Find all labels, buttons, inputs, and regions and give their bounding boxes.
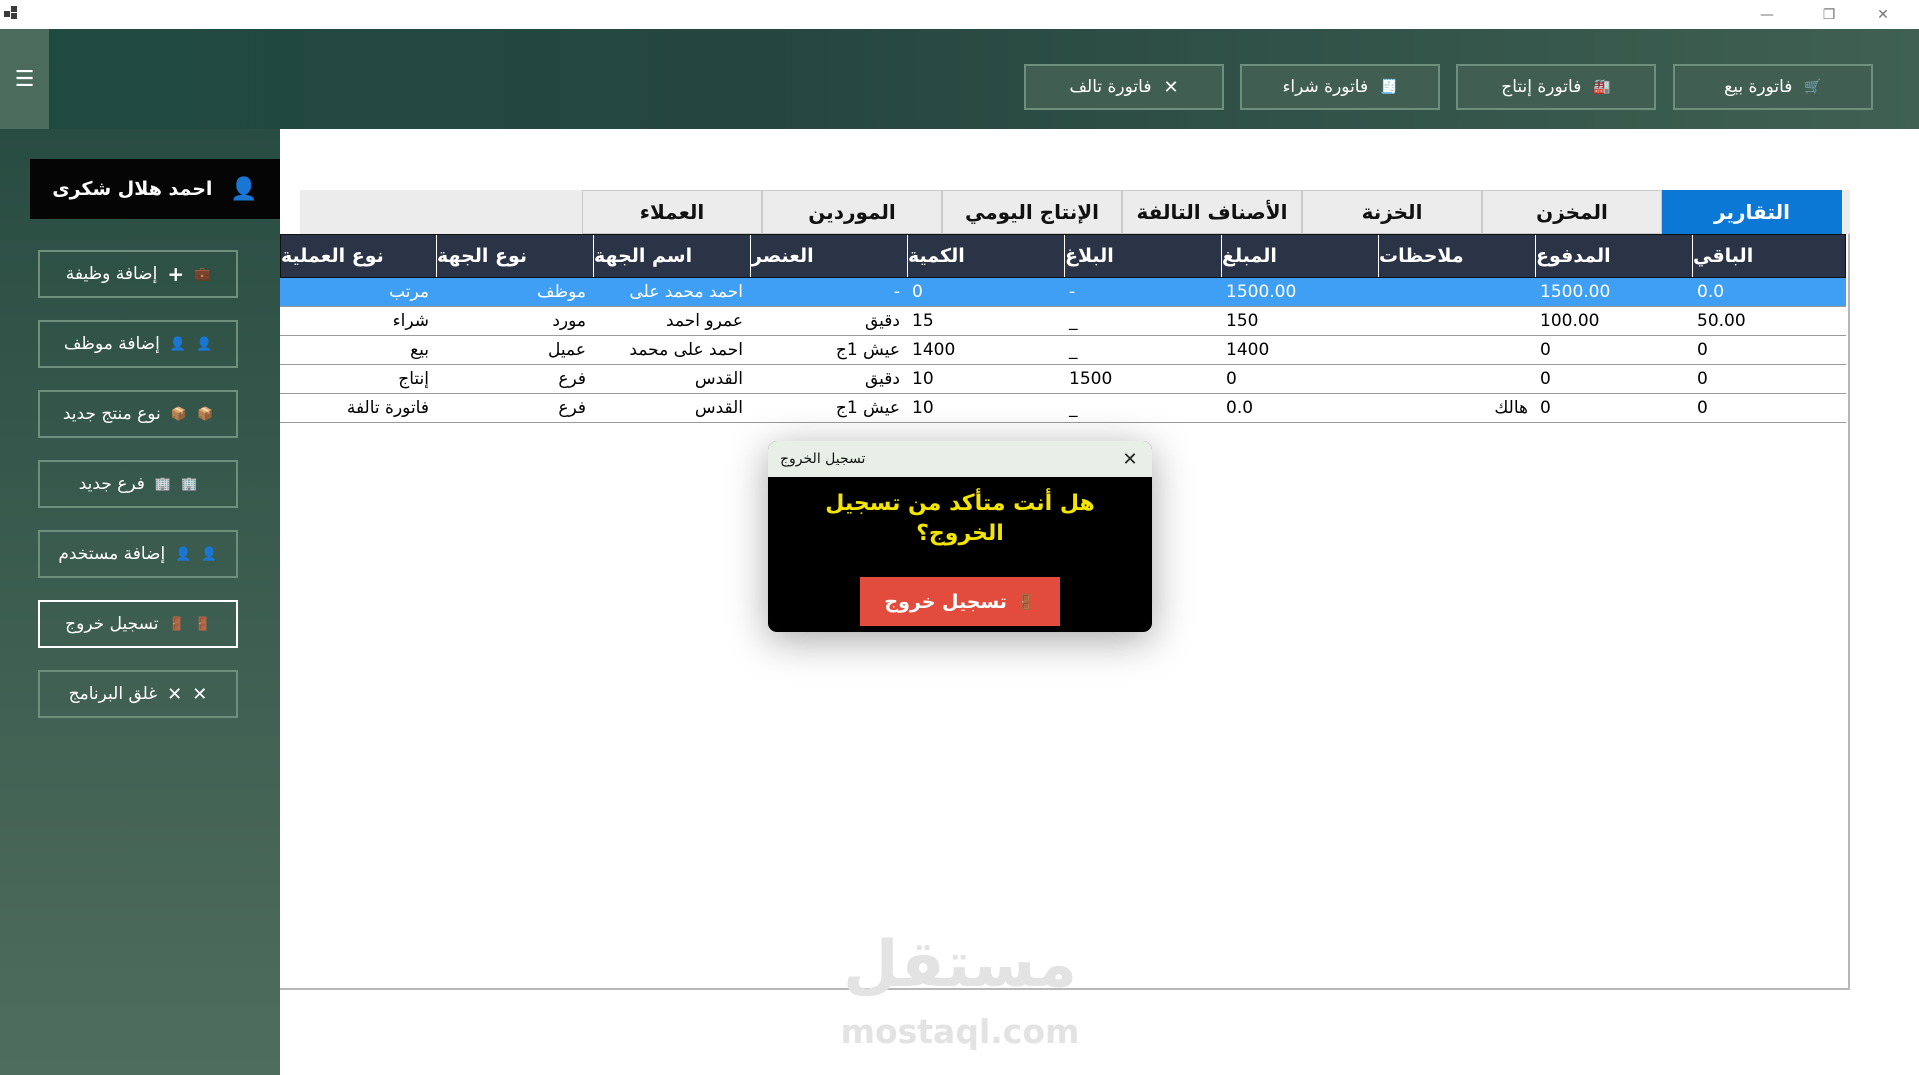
confirm-logout-button[interactable]: [860, 577, 1060, 626]
tab-damaged-items[interactable]: الأصناف التالفة: [1122, 190, 1302, 234]
door-icon: 🚪: [1016, 592, 1036, 611]
table-cell: فاتورة تالفة: [346, 398, 429, 418]
table-cell: 0: [1697, 369, 1708, 389]
table-cell: 1400: [912, 340, 956, 360]
table-cell: 0: [1226, 369, 1237, 389]
table-cell: -: [1069, 282, 1076, 302]
purchase-invoice-button[interactable]: [1240, 64, 1440, 110]
damaged-invoice-button[interactable]: [1024, 64, 1224, 110]
box-icon-2: 📦: [170, 406, 187, 422]
col-paid[interactable]: المدفوع: [1535, 235, 1692, 277]
table-cell: 10: [912, 369, 934, 389]
cart-icon: 🛒: [1804, 79, 1822, 95]
col-remaining[interactable]: الباقي: [1692, 235, 1847, 277]
table-cell: 50.00: [1697, 311, 1746, 331]
tab-treasury[interactable]: الخزنة: [1302, 190, 1482, 234]
user-add-icon-2: 👤: [175, 546, 192, 562]
dialog-title: تسجيل الخروج: [780, 451, 866, 467]
table-cell: -: [893, 282, 900, 302]
restore-button[interactable]: ❐: [1822, 6, 1836, 23]
col-operation-type[interactable]: نوع العملية: [281, 245, 384, 267]
sales-invoice-button[interactable]: [1673, 64, 1873, 110]
table-cell: مرتب: [389, 282, 429, 302]
table-cell: [1377, 307, 1534, 335]
table-row[interactable]: [280, 278, 1846, 307]
employee-icon: 👤: [196, 336, 213, 352]
production-invoice-button[interactable]: [1456, 64, 1656, 110]
tab-suppliers[interactable]: الموردين: [762, 190, 942, 234]
production-invoice-label: فاتورة إنتاج: [1501, 77, 1582, 97]
employee-icon-2: 👤: [169, 336, 186, 352]
watermark-domain: mostaql.com: [840, 1012, 1080, 1051]
dialog-message: هل أنت متأكد من تسجيل الخروج؟: [825, 491, 1095, 546]
building-icon: 🏢: [181, 476, 198, 492]
briefcase-icon: 💼: [194, 266, 211, 282]
app-icon: [4, 6, 18, 20]
col-report[interactable]: البلاغ: [1064, 235, 1221, 277]
watermark-logo: مستقل: [842, 928, 1078, 1002]
table-cell: عميل: [548, 340, 586, 360]
add-job-label: إضافة وظيفة: [65, 264, 158, 284]
factory-icon: 🏭: [1593, 79, 1611, 95]
minimize-button[interactable]: —: [1760, 6, 1774, 23]
new-branch-label: فرع جديد: [78, 474, 145, 494]
logout-label: تسجيل خروج: [65, 614, 159, 634]
tab-warehouse[interactable]: المخزن: [1482, 190, 1662, 234]
table-cell: بيع: [410, 340, 429, 360]
table-cell: القدس: [694, 369, 743, 389]
col-amount[interactable]: المبلغ: [1221, 235, 1378, 277]
table-cell: دقيق: [864, 369, 900, 389]
building-icon-2: 🏢: [154, 476, 172, 492]
table-cell: 150: [1226, 311, 1259, 331]
add-job-button[interactable]: [38, 250, 238, 298]
tab-customers[interactable]: العملاء: [582, 190, 762, 234]
table-header: [280, 234, 1846, 278]
logout-button[interactable]: [38, 600, 238, 648]
user-icon: 👤: [230, 176, 258, 202]
table-cell: 100.00: [1540, 311, 1600, 331]
table-cell: 0.0: [1697, 282, 1725, 302]
new-product-type-button[interactable]: [38, 390, 238, 438]
confirm-logout-label: تسجيل خروج: [884, 590, 1007, 613]
damaged-invoice-label: فاتورة تالف: [1069, 77, 1152, 97]
table-cell: القدس: [694, 398, 743, 418]
table-cell: مورد: [552, 311, 586, 331]
table-cell: إنتاج: [398, 369, 429, 389]
table-cell: احمد على محمد: [629, 340, 743, 360]
table-cell: 10: [912, 398, 934, 418]
table-cell: 1500.00: [1226, 282, 1297, 302]
col-notes[interactable]: ملاحظات: [1378, 235, 1535, 277]
x-icon-2: ✕: [167, 683, 183, 705]
table-cell: هالك: [1494, 398, 1528, 418]
table-cell: فرع: [558, 369, 586, 389]
table-cell: عيش 1ج: [835, 340, 900, 360]
table-row[interactable]: [280, 365, 1846, 394]
add-employee-label: إضافة موظف: [63, 334, 160, 354]
new-branch-button[interactable]: [38, 460, 238, 508]
window-close-button[interactable]: ✕: [1877, 6, 1889, 23]
table-row[interactable]: [280, 307, 1846, 336]
sidebar: [0, 129, 280, 1075]
table-cell: _: [1069, 311, 1078, 331]
window-titlebar: [0, 0, 1919, 29]
table-cell: 1500: [1069, 369, 1113, 389]
table-cell: 15: [912, 311, 934, 331]
add-user-label: إضافة مستخدم: [58, 544, 166, 564]
close-program-label: غلق البرنامج: [68, 684, 158, 704]
table-cell: [1377, 336, 1534, 364]
table-cell: عمرو احمد: [666, 311, 743, 331]
hamburger-icon[interactable]: ☰: [0, 29, 49, 129]
table-row[interactable]: [280, 394, 1846, 423]
new-product-type-label: نوع منتج جديد: [62, 404, 161, 424]
table-cell: 0: [1540, 398, 1551, 418]
close-icon: ✕: [1163, 76, 1179, 98]
tab-daily-production[interactable]: الإنتاج اليومي: [942, 190, 1122, 234]
door-icon: 🚪: [194, 616, 211, 632]
table-cell: 1400: [1226, 340, 1270, 360]
table-cell: دقيق: [864, 311, 900, 331]
sales-invoice-label: فاتورة بيع: [1724, 77, 1793, 97]
user-add-icon: 👤: [201, 546, 218, 562]
x-icon: ✕: [192, 683, 208, 705]
table-cell: 0: [912, 282, 923, 302]
col-quantity[interactable]: الكمية: [907, 235, 1064, 277]
close-program-button[interactable]: [38, 670, 238, 718]
col-item[interactable]: العنصر: [750, 235, 907, 277]
table-cell: _: [1069, 340, 1078, 360]
current-user: [30, 159, 280, 219]
plus-icon: +: [167, 262, 185, 286]
table-cell: 1500.00: [1540, 282, 1611, 302]
add-user-button[interactable]: [38, 530, 238, 578]
box-icon: 📦: [196, 406, 214, 422]
table-cell: [1377, 278, 1534, 306]
table-cell: 0: [1697, 340, 1708, 360]
tab-reports[interactable]: التقارير: [1662, 190, 1842, 234]
receipt-icon: 🧾: [1380, 79, 1398, 95]
col-party-type[interactable]: نوع الجهة: [436, 235, 593, 277]
table-cell: شراء: [392, 311, 429, 331]
table-cell: فرع: [558, 398, 586, 418]
table-cell: _: [1069, 398, 1078, 418]
table-cell: [1377, 365, 1534, 393]
door-icon-2: 🚪: [168, 616, 185, 632]
table-cell: 0.0: [1226, 398, 1254, 418]
table-cell: 0: [1540, 340, 1551, 360]
table-cell: عيش 1ج: [835, 398, 900, 418]
purchase-invoice-label: فاتورة شراء: [1282, 77, 1369, 97]
user-name: احمد هلال شكرى: [52, 178, 213, 200]
col-party-name[interactable]: اسم الجهة: [593, 235, 750, 277]
table-cell: 0: [1540, 369, 1551, 389]
table-cell: 0: [1697, 398, 1708, 418]
tab-bar: [300, 190, 1850, 234]
dialog-close-icon[interactable]: ✕: [1122, 448, 1138, 470]
table-cell: موظف: [536, 282, 586, 302]
table-row[interactable]: [280, 336, 1846, 365]
table-cell: احمد محمد على: [629, 282, 743, 302]
add-employee-button[interactable]: [38, 320, 238, 368]
logout-dialog: [768, 441, 1152, 632]
dialog-titlebar: [768, 441, 1152, 477]
top-header: [0, 29, 1919, 129]
